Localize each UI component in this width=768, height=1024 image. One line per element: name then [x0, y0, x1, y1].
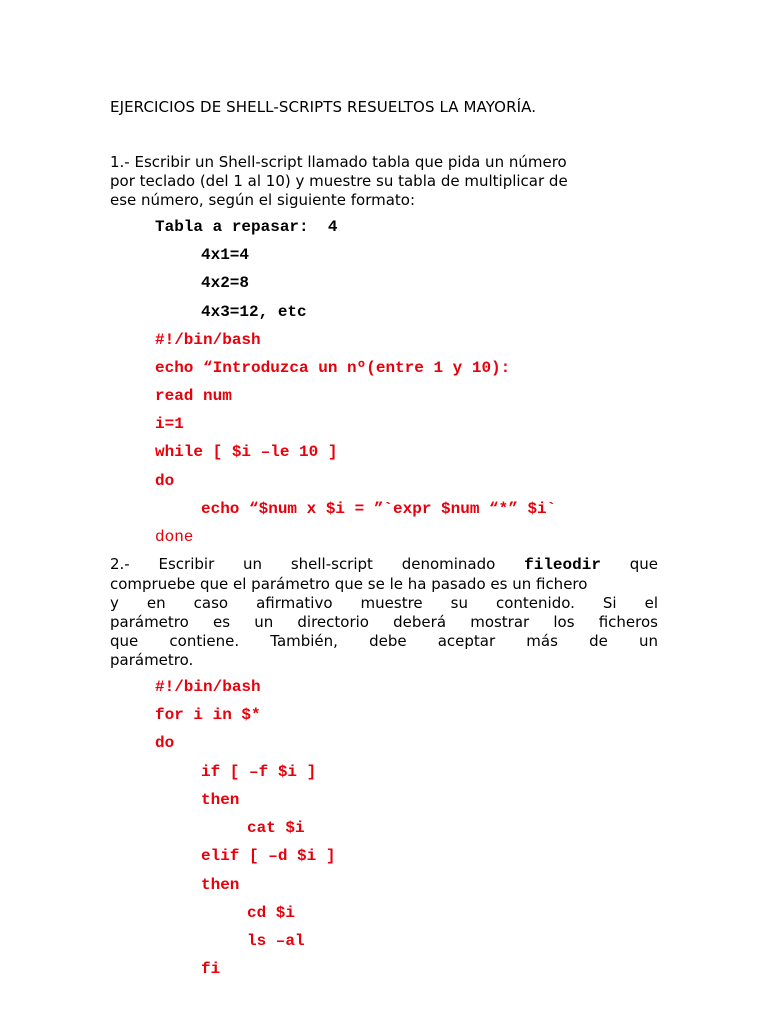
code-1-line-3: read num: [155, 387, 232, 405]
code-2-line-4: if [ –f $i ]: [201, 763, 317, 781]
code-2-line-9: cd $i: [247, 904, 296, 922]
example-row-1: 4x1=4: [201, 246, 250, 264]
code-1-line-6: do: [155, 472, 175, 490]
code-2-line-11: fi: [201, 960, 221, 978]
exercise-2-line-4: parámetro es un directorio deberá mostrar los ficheros: [110, 613, 658, 631]
code-1-line-7: echo “$num x $i = ”`expr $num “*” $i`: [201, 500, 557, 518]
example-row-3: 4x3=12, etc: [201, 303, 307, 321]
example-row-2: 4x2=8: [201, 274, 250, 292]
exercise-2-line-1: [110, 555, 658, 575]
code-1-line-8: done: [155, 528, 194, 546]
exercise-2-statement: [110, 555, 658, 670]
exercise-1-line-3: ese número, según el siguiente formato:: [110, 191, 416, 209]
exercise-1-line-1: 1.- Escribir un Shell-script llamado tabla que pida un número: [110, 153, 567, 171]
exercise-2-line-1-prefix: 2.- Escribir un shell-script denominado: [110, 555, 496, 573]
fileodir-keyword: fileodir: [524, 556, 601, 574]
code-2-line-8: then: [201, 876, 240, 894]
code-2-line-7: elif [ –d $i ]: [201, 847, 336, 865]
code-2-line-2: for i in $*: [155, 706, 261, 724]
code-1-line-5: while [ $i –le 10 ]: [155, 443, 338, 461]
code-1-line-1: #!/bin/bash: [155, 331, 261, 349]
exercise-2-line-5: que contiene. También, debe aceptar más de un: [110, 632, 658, 650]
code-2-line-1: #!/bin/bash: [155, 678, 261, 696]
document-title: EJERCICIOS DE SHELL-SCRIPTS RESUELTOS LA MAYORÍA.: [110, 98, 537, 116]
code-1-line-2: echo “Introduzca un nº(entre 1 y 10):: [155, 359, 511, 377]
exercise-2-line-1-suffix: que: [629, 555, 658, 573]
code-2-line-5: then: [201, 791, 240, 809]
code-2-line-10: ls –al: [247, 932, 305, 950]
code-2-line-6: cat $i: [247, 819, 305, 837]
example-header: Tabla a repasar: 4: [155, 218, 338, 236]
exercise-1-line-2: por teclado (del 1 al 10) y muestre su tabla de multiplicar de: [110, 172, 568, 190]
exercise-2-line-6: parámetro.: [110, 651, 194, 669]
exercise-2-line-3: y en caso afirmativo muestre su contenido. Si el: [110, 594, 658, 612]
code-1-line-4: i=1: [155, 415, 184, 433]
exercise-1-statement: [110, 153, 658, 210]
exercise-2-line-2: compruebe que el parámetro que se le ha pasado es un fichero: [110, 575, 588, 593]
code-2-line-3: do: [155, 734, 175, 752]
